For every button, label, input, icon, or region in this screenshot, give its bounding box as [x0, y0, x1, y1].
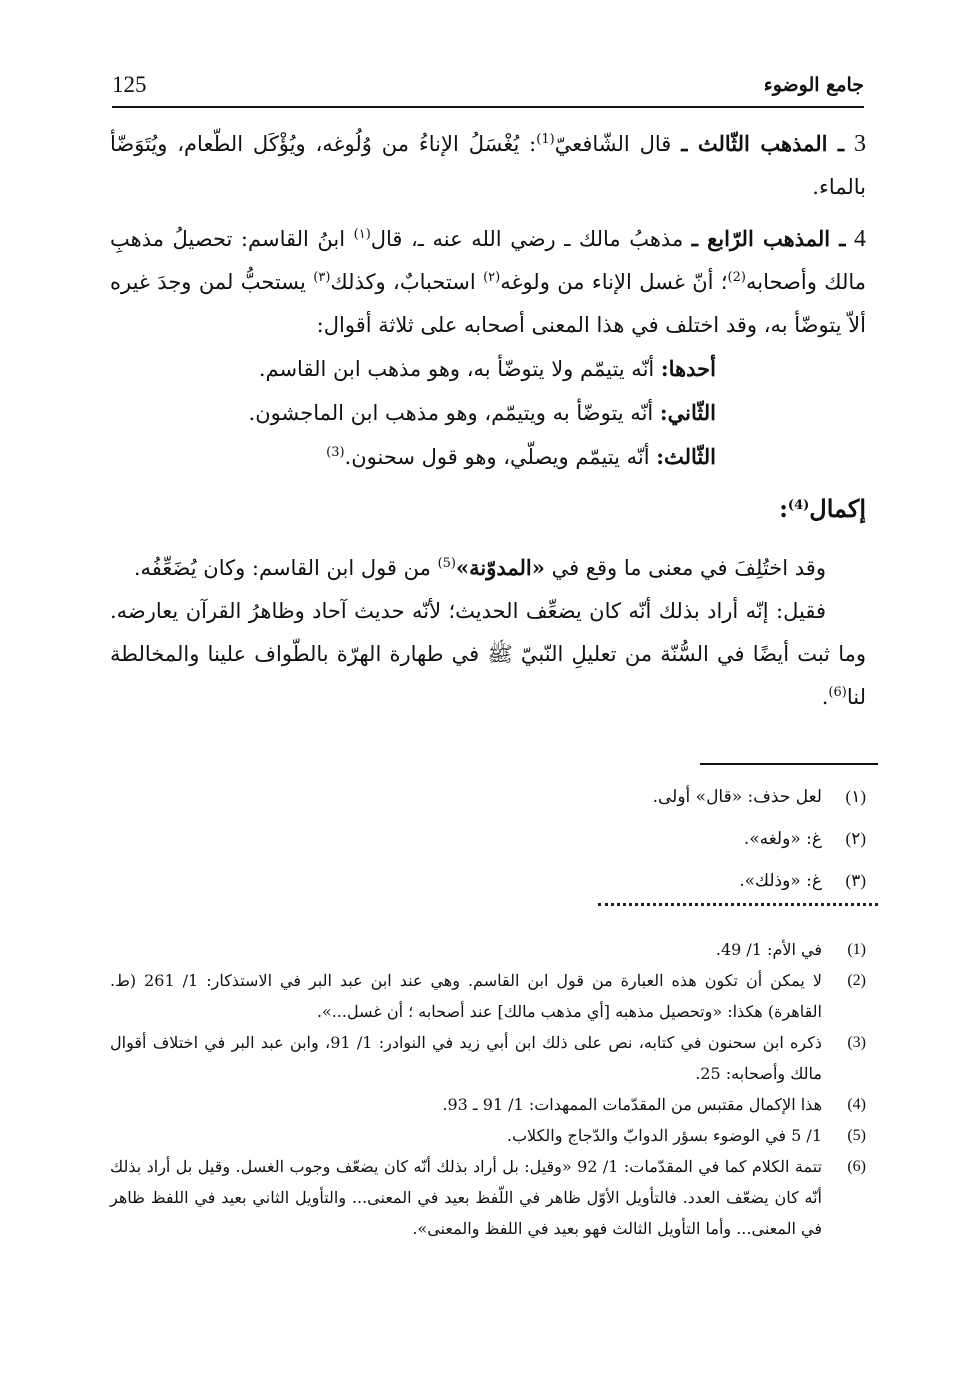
- footnote-ref: (١): [353, 227, 371, 243]
- opinion-first: [110, 347, 866, 391]
- running-title: جامع الوضوء: [763, 74, 864, 96]
- footnote-ref: (4): [787, 498, 810, 514]
- footnote-number: (6): [847, 1158, 866, 1175]
- footnote-ref: (5): [437, 556, 456, 572]
- text-run: قال الشّافعيّ: [554, 132, 672, 156]
- text-run: : يُغْسَلُ الإناءُ من وُلُوغه، ويُؤْكَل الطّعام، ويُتَوَضّأ بالماء.: [110, 132, 866, 199]
- text-run: وقد اختُلِفَ في معنى ما وقع في: [544, 556, 826, 580]
- footnote-text: في الأم: 1/ 49.: [715, 940, 822, 959]
- text-run: .: [821, 685, 829, 709]
- footnote: [110, 776, 866, 818]
- paragraph-third-school: [110, 122, 866, 209]
- footnote-number: (5): [847, 1127, 866, 1144]
- item-number: 4: [853, 226, 866, 252]
- footnote: [110, 1089, 866, 1120]
- footnote-text: لا يمكن أن تكون هذه العبارة من قول ابن القاسم. وهي عند ابن عبد البر في الاستذكار: 1/ 261 (ط. القاهرة) هكذا: «وتحصيل مذهبه [أي مذهب مالك] عند أصحابه ؛ أن غسل...».: [110, 971, 822, 1021]
- footnote-text: غ: «وذلك».: [739, 871, 822, 891]
- footnote-number: (3): [847, 1034, 866, 1051]
- source-footnotes: [110, 934, 866, 1244]
- book-title: «المدوّنة»: [456, 555, 545, 580]
- item-number: 3: [853, 131, 866, 157]
- footnote-ref: (1): [536, 132, 555, 148]
- footnote-ref: (6): [828, 685, 847, 701]
- opinion-label: الثّاني:: [659, 400, 716, 425]
- footnote-text: تتمة الكلام كما في المقدّمات: 1/ 92 «وقيل: بل أراد بذلك أنّه كان يضعّف وجوب الغسل. وقيل بل أراد بذلك أنّه كان يضعّف العدد. فالتأويل الأوّل ظاهر في اللّفظ بعيد في المعنى... والتأويل الثاني بعيد في اللفظ ظاهر في المعنى... وأما التأويل الثالث فهو بعيد في اللفظ والمعنى».: [110, 1157, 822, 1238]
- text-run: يستحبُّ لمن وجدَ غيره ألاّ يتوضّأ به، وقد اختلف في هذا المعنى أصحابه على ثلاثة أقوال:: [110, 270, 866, 337]
- footnote: [110, 1027, 866, 1089]
- footnote: [110, 818, 866, 860]
- paragraph-fourth-school: [110, 217, 866, 347]
- page-number: 125: [112, 72, 147, 97]
- footnote: [110, 1120, 866, 1151]
- footnote-number: (1): [847, 941, 866, 958]
- footnote-text: لعل حذف: «قال» أولى.: [652, 787, 822, 807]
- text-run: من قول ابن القاسم: وكان يُضَعِّفُه.: [133, 556, 438, 580]
- item-heading: ـ المذهب الثّالث ـ: [681, 131, 845, 156]
- text-run: ؛ أنّ غسل الإناء من ولوغه: [500, 270, 728, 294]
- section-heading-ikmal: [110, 487, 866, 530]
- footnote-ref: (٢): [483, 270, 501, 286]
- text-run: ابنُ القاسم: تحصيلُ مذهبِ مالك وأصحابه: [110, 227, 866, 294]
- footnote-text: ذكره ابن سحنون في كتابه، نص على ذلك ابن أبي زيد في النوادر: 1/ 91، وابن عبد البر في اختلاف أقوال مالك وأصحابه: 25.: [110, 1033, 823, 1083]
- footnote-number: (2): [847, 972, 866, 989]
- footnote-text: 1/ 5 في الوضوء بسؤر الدوابّ والدّجاج والكلاب.: [506, 1126, 822, 1145]
- page-header: [112, 70, 864, 108]
- opinion-second: [110, 391, 866, 435]
- opinion-label: أحدها:: [660, 356, 716, 381]
- footnote-ref: (3): [326, 445, 345, 461]
- footnote-divider: [700, 763, 878, 765]
- text-run: استحبابٌ، وكذلك: [330, 270, 484, 294]
- footnote-ref: (٣): [313, 270, 331, 286]
- text-run: مذهبُ مالك ـ رضي الله عنه ـ، قال: [370, 227, 684, 251]
- footnote-text: غ: «ولغه».: [743, 829, 822, 849]
- item-heading: ـ المذهب الرّابع ـ: [691, 226, 846, 251]
- footnote: [110, 934, 866, 965]
- editor-footnotes: [110, 776, 866, 902]
- opinion-text: أنّه يتوضّأ به ويتيمّم، وهو مذهب ابن الماجشون.: [248, 401, 660, 425]
- footnote-number: (٢): [845, 829, 866, 848]
- text-run: فقيل: إنّه أراد بذلك أنّه كان يضعِّف الحديث؛ لأنّه حديث آحاد وظاهرُ القرآن يعارضه. وما ثبت أيضًا في السُّنّة من تعليلِ النّبيّ ﷺ في طهارة الهرّة بالطّواف علينا والمخالطة لنا: [110, 599, 866, 709]
- opinion-label: الثّالث:: [656, 444, 716, 469]
- main-text: [110, 122, 866, 719]
- footnote-number: (4): [847, 1096, 866, 1113]
- opinion-third: [110, 435, 866, 479]
- paragraph-mudawwana: [110, 546, 866, 590]
- opinion-text: أنّه يتيمّم ويصلّي، وهو قول سحنون.: [344, 445, 657, 469]
- footnote: [110, 965, 866, 1027]
- opinion-text: أنّه يتيمّم ولا يتوضّأ به، وهو مذهب ابن القاسم.: [258, 357, 661, 381]
- section-title: إكمال: [809, 494, 866, 523]
- footnote-ref: (2): [727, 270, 746, 286]
- dotted-divider: [598, 903, 878, 906]
- paragraph-interpretation: [110, 590, 866, 719]
- footnote-text: هذا الإكمال مقتبس من المقدّمات الممهدات: 1/ 91 ـ 93.: [442, 1095, 822, 1114]
- footnote-number: (١): [845, 787, 866, 806]
- section-suffix: :: [779, 494, 788, 523]
- footnote: [110, 860, 866, 902]
- footnote-number: (٣): [845, 871, 866, 890]
- footnote: [110, 1151, 866, 1244]
